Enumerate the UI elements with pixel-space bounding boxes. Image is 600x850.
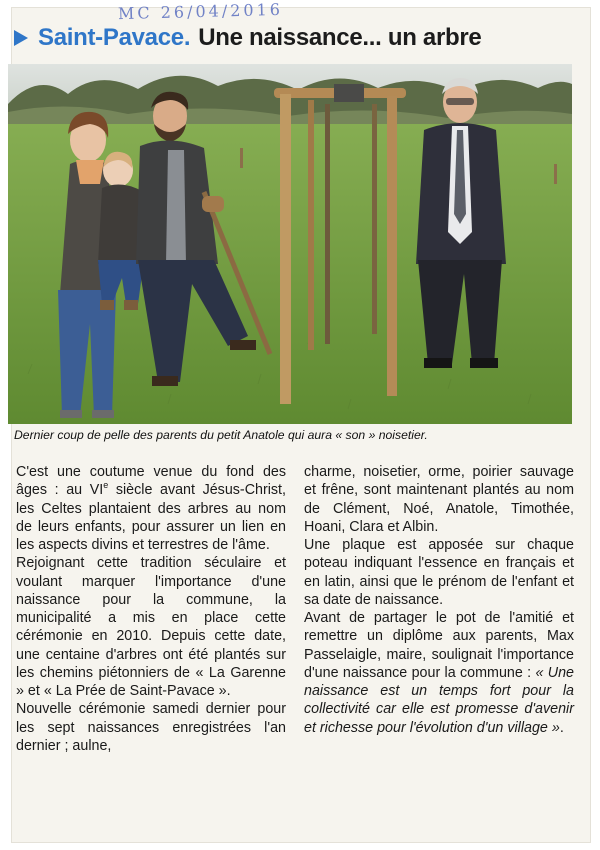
headline [12, 20, 578, 56]
paragraph: Une plaque est apposée sur chaque poteau indiquant l'essence en français et en latin, ainsi que le prénom de l'enfant et sa date de naissance. [304, 537, 574, 608]
text-span: siècle avant Jésus-Christ, les Celtes plantaient des arbres au nom de leurs enfants, pour assurer un lien en les aspects divins et terrestres de l'âme. [16, 482, 286, 553]
headline-title: Une naissance... un arbre [198, 24, 482, 51]
headline-place: Saint-Pavace. [38, 24, 191, 51]
text-span: C'est une coutume venue du fond des âges : au VI [16, 464, 286, 499]
mayor-quote: « Une naissance est un temps fort pour la collectivité car elle est promesse d'avenir et richesse pour l'évolution d'un village » [304, 664, 574, 736]
paragraph: charme, noisetier, orme, poirier sauvage et frêne, sont maintenant plantés au nom de Clément, Noé, Anatole, Timothée, Hoani, Clara et Albin. [304, 464, 574, 535]
paragraph [16, 463, 286, 554]
arrow-right-icon [14, 30, 28, 46]
paragraph [304, 609, 574, 737]
paragraph: Rejoignant cette tradition séculaire et voulant marquer l'importance d'une naissance pour la commune, la municipalité a mis en place cette cérémonie en 2010. Depuis cette date, une centaine d'arbres ont été plantés sur les chemins piétonniers de « La Garenne » et « La Prée de Saint-Pavace ». [16, 555, 286, 699]
article-column-right [304, 463, 574, 737]
photo-caption: Dernier coup de pelle des parents du petit Anatole qui aura « son » noisetier. [14, 428, 428, 442]
text-span: . [559, 719, 564, 736]
photo-illustration [8, 64, 572, 424]
article-column-left [16, 463, 286, 755]
superscript: e [103, 480, 109, 491]
handwritten-date-stamp: MC 26/04/2016 [117, 0, 284, 24]
article-photo [8, 64, 572, 424]
text-span: Avant de partager le pot de l'amitié et remettre un diplôme aux parents, Max Passelaigle, maire, soulignait l'importance d'une naissance pour la commune : [304, 610, 574, 681]
paragraph: Nouvelle cérémonie samedi dernier pour les sept naissances enregistrées l'an dernier ; aulne, [16, 701, 286, 754]
